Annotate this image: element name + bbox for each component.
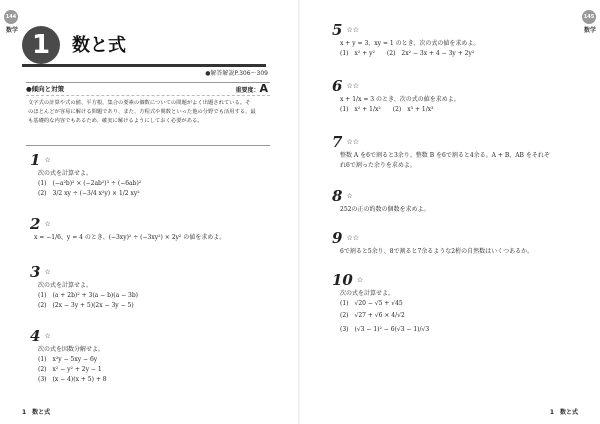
question-line: (1) x² + 1/x² (2) x³ + 1/x³ xyxy=(340,106,434,113)
question-3 xyxy=(30,262,280,311)
question-number: 9 xyxy=(332,229,343,247)
question-number: 8 xyxy=(332,187,343,205)
question-line: (1) (−a²b)² × (−2ab²)³ ÷ (−6ab)² xyxy=(38,180,142,187)
chapter-title: 数と式 xyxy=(72,35,126,56)
question-line: 次の式を計算せよ。 xyxy=(340,290,395,297)
difficulty-stars: ☆ xyxy=(356,276,364,284)
trend-header xyxy=(26,83,270,96)
importance-label: 重要度： xyxy=(235,87,260,94)
difficulty-stars: ☆☆ xyxy=(346,82,359,90)
page-number-tab: 145 xyxy=(582,10,596,24)
difficulty-stars: ☆ xyxy=(44,332,51,340)
question-line: (3) (x − 4)(x + 5) + 8 xyxy=(38,376,107,383)
right-page xyxy=(300,0,600,424)
question-line: 6で割ると5余り、8で割ると7余るような2桁の自然数はいくつあるか。 xyxy=(340,248,534,255)
question-line: 整数 A を6で割ると3余り、整数 B を6で割ると4余る。A + B、AB をそれぞ xyxy=(340,152,550,159)
question-5 xyxy=(332,20,582,59)
question-number: 1 xyxy=(30,151,41,169)
question-1 xyxy=(30,150,280,199)
chapter-number: 1 xyxy=(22,26,60,64)
difficulty-stars: ☆ xyxy=(346,192,353,200)
question-number: 10 xyxy=(332,271,353,289)
question-line: 次の式を計算せよ。 xyxy=(38,170,93,177)
question-number: 6 xyxy=(332,77,343,95)
difficulty-stars: ☆☆ xyxy=(346,138,359,146)
question-8 xyxy=(332,186,582,215)
question-number: 5 xyxy=(332,21,343,39)
question-line: 次の式を因数分解せよ。 xyxy=(38,346,105,353)
trend-box xyxy=(26,82,270,146)
question-line: x = −1/6、y = 4 のとき、(−3xy)² ÷ (−3xy²) × 2y² の値を求めよ。 xyxy=(34,234,226,241)
question-10 xyxy=(332,270,582,337)
question-line: (2) √27 + √6 × 4/√2 xyxy=(340,312,405,319)
page-number-tab: 144 xyxy=(4,10,18,24)
section-tab-label: 数学 xyxy=(584,27,597,34)
section-tab-label: 数学 xyxy=(6,27,19,34)
question-line: (1) x²y − 5xy − 6y xyxy=(38,356,98,363)
trend-line: 文字式の計算や式の値、平方根、集合の要素の個数についての問題がよく出題されている。そ xyxy=(28,100,251,106)
difficulty-stars: ☆ xyxy=(44,156,51,164)
question-line: x + y = 3、xy = 1 のとき、次の式の値を求めよ。 xyxy=(340,40,480,47)
question-number: 3 xyxy=(30,263,41,281)
question-6 xyxy=(332,76,582,115)
question-number: 2 xyxy=(30,215,41,233)
trend-line: も基礎的な内容でもあるため、確実に解けるようにしておく必要がある。 xyxy=(28,118,203,124)
importance-grade: A xyxy=(259,82,268,95)
question-line: x + 1/x = 3 のとき、次の式の値を求めよ。 xyxy=(340,96,460,103)
question-line: (3) (√3 − 1)² − 6(√3 − 1)/√3 xyxy=(340,326,430,333)
question-line: (2) x² − y² + 2y − 1 xyxy=(38,366,102,373)
question-7 xyxy=(332,132,582,171)
question-4 xyxy=(30,326,280,385)
page-footer: 1 数と式 xyxy=(22,409,51,416)
trend-text xyxy=(26,96,270,126)
question-line: (2) 3/2 xy ÷ (−3/4 x²y) × 1/2 xy² xyxy=(38,190,140,197)
importance xyxy=(235,83,268,97)
answer-reference: ●解答解説P.306〜309 xyxy=(205,70,268,77)
difficulty-stars: ☆ xyxy=(44,268,51,276)
trend-line: のほとんどが容易に解ける問題であり、また、方程式や関数といった他の分野でも活用する、最 xyxy=(28,109,256,115)
question-line: (1) (a + 2b)² + 3(a − b)(a − 3b) xyxy=(38,292,139,299)
question-line: (1) x² + y² (2) 2x² − 3x + 4 − 3y + 2y² xyxy=(340,50,475,57)
chapter-header xyxy=(22,26,266,67)
question-line: 次の式を計算せよ。 xyxy=(38,282,93,289)
question-9 xyxy=(332,228,582,257)
question-line: (1) √20 − √5 + √45 xyxy=(340,300,403,307)
page-footer: 1 数と式 xyxy=(549,409,578,416)
question-line: 252の正の約数の個数を求めよ。 xyxy=(340,206,430,213)
trend-title: ●傾向と対策 xyxy=(26,85,65,93)
question-line: れ6で割った余りを求めよ。 xyxy=(340,162,416,169)
difficulty-stars: ☆☆ xyxy=(346,234,359,242)
question-number: 7 xyxy=(332,133,343,151)
difficulty-stars: ☆☆ xyxy=(346,26,359,34)
question-number: 4 xyxy=(30,327,41,345)
question-2 xyxy=(30,214,280,243)
question-line: (2) (2x − 3y + 5)(2x − 3y − 5) xyxy=(38,302,134,309)
difficulty-stars: ☆ xyxy=(44,220,51,228)
